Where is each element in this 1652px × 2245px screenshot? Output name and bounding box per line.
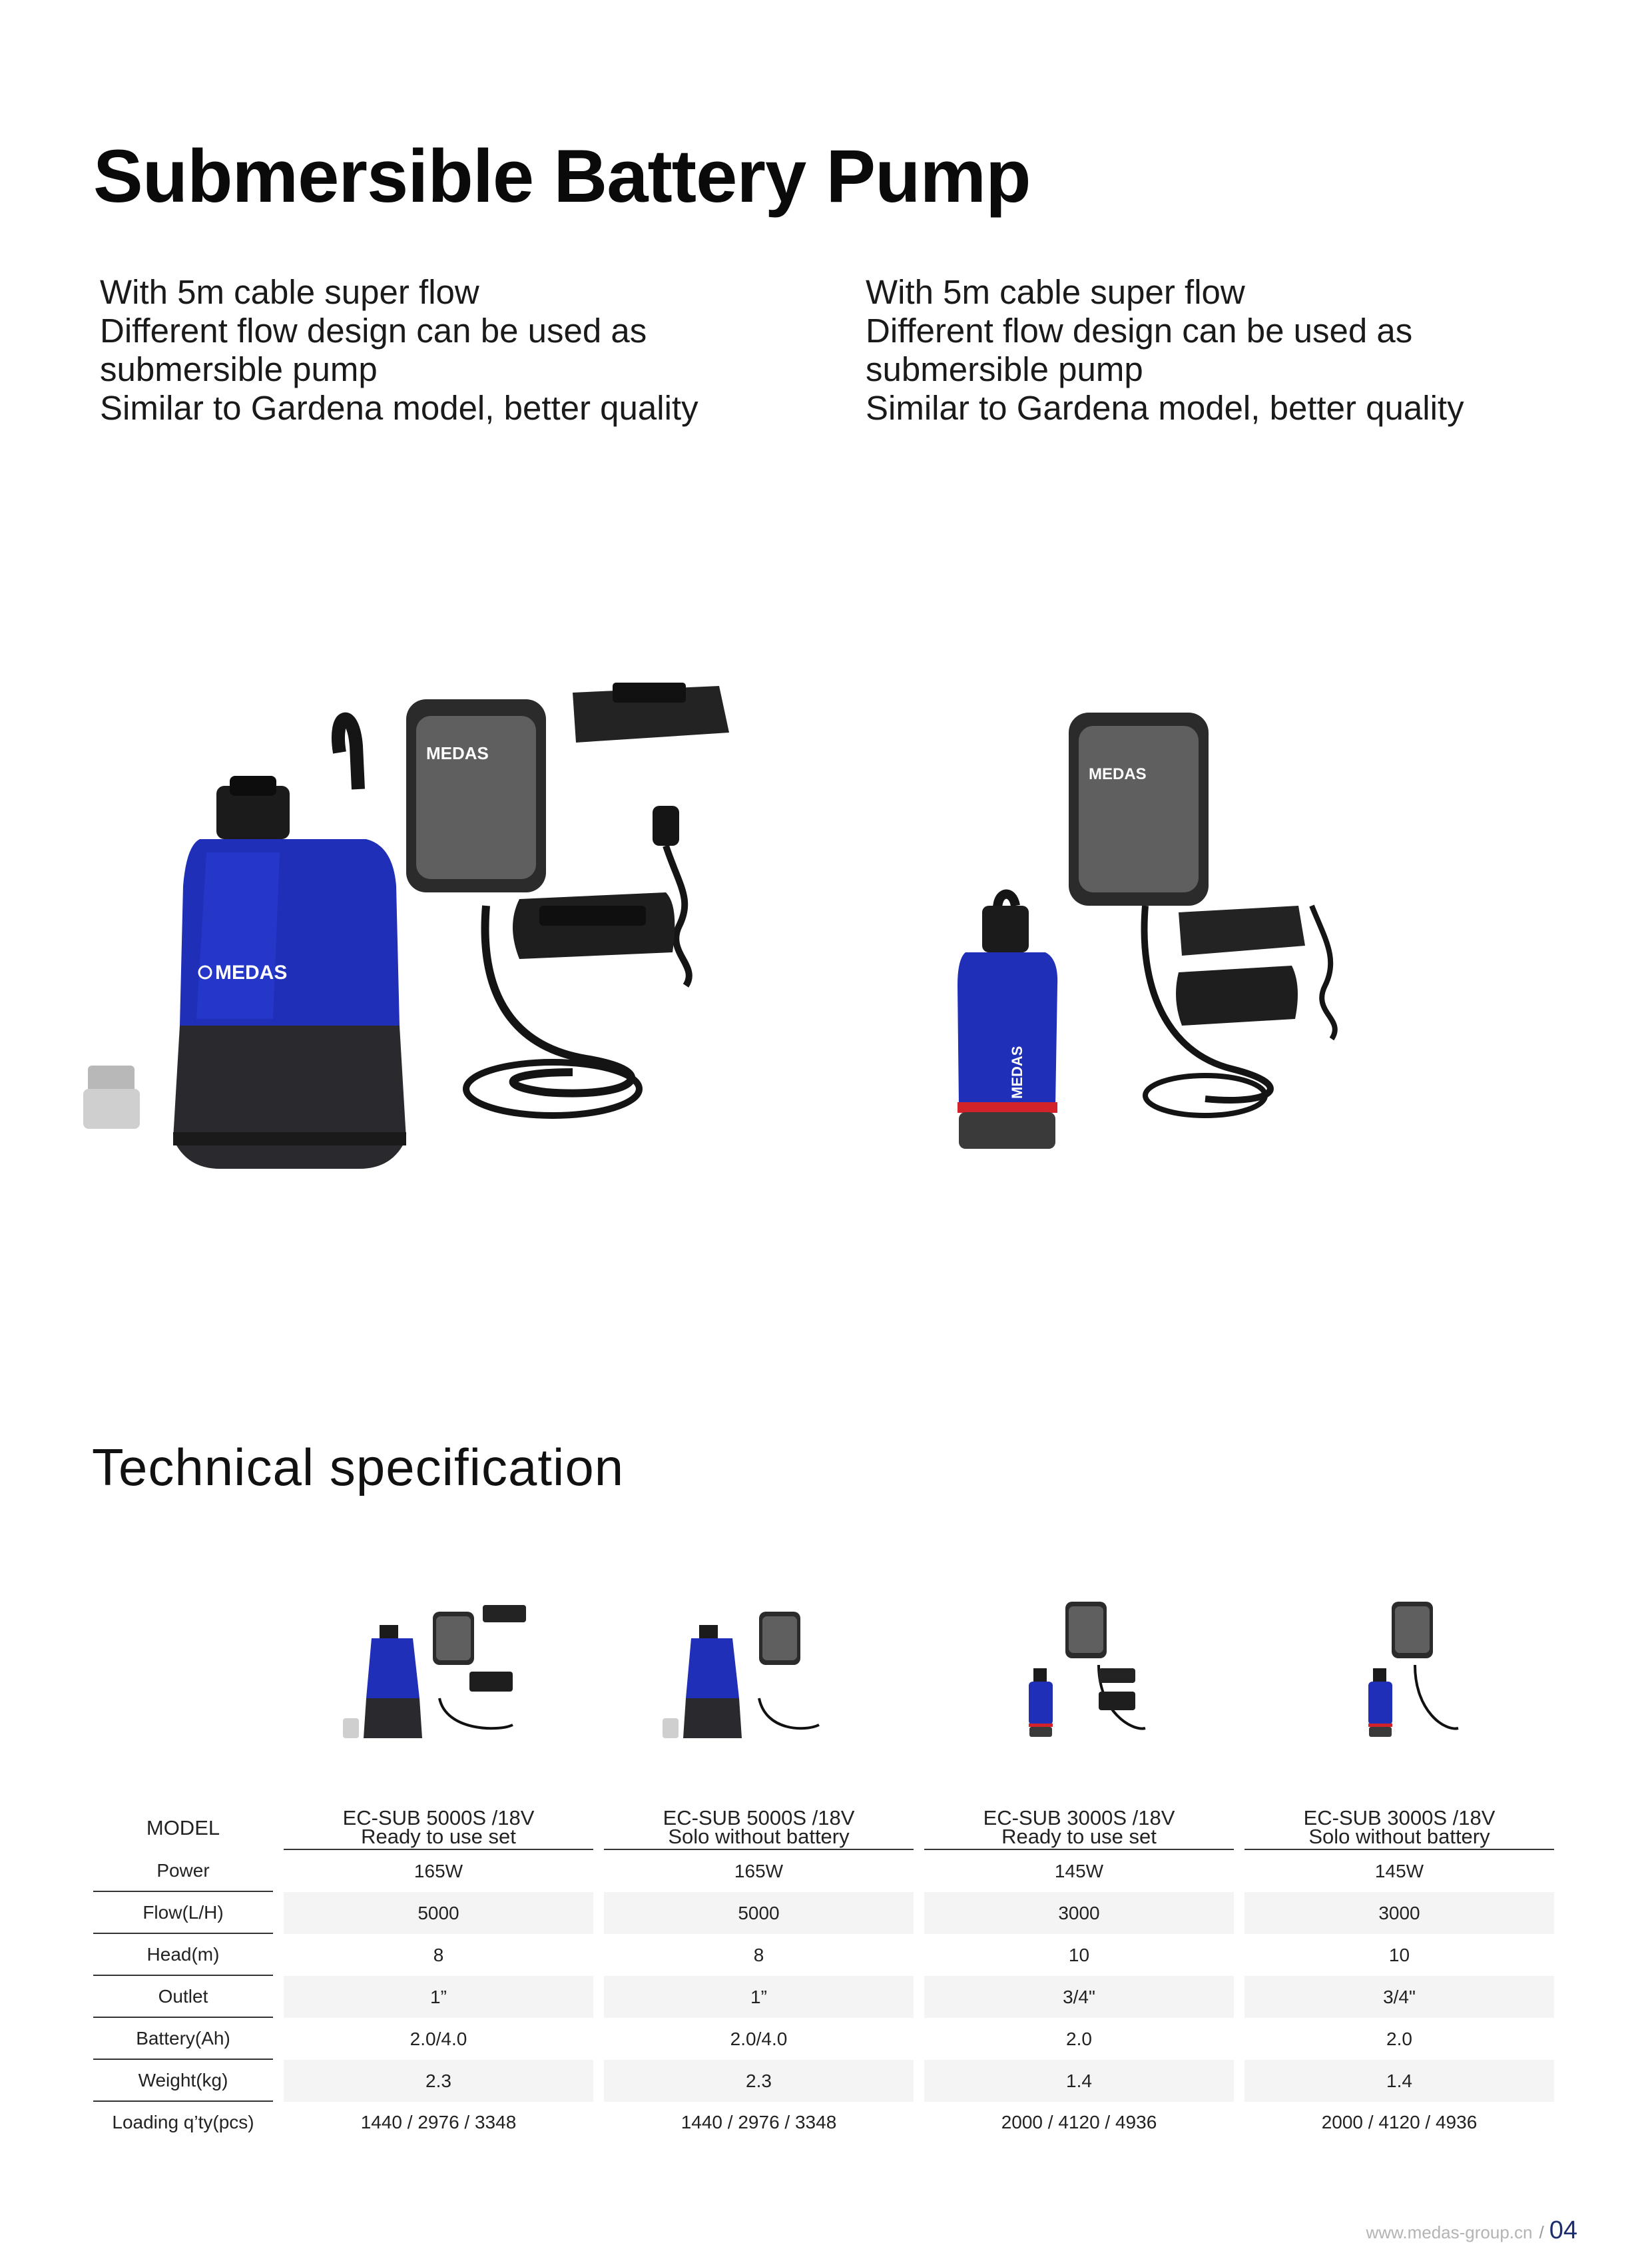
spec-cell: 5000 — [604, 1892, 914, 1934]
spec-model-cell — [1244, 1806, 1554, 1850]
footer-url: www.medas-group.cn — [1366, 2222, 1533, 2242]
spec-row — [93, 2102, 1554, 2142]
thumbnail-5000s-set — [340, 1598, 559, 1745]
model-name: EC-SUB 3000S /18V — [983, 1806, 1175, 1829]
page-footer — [1366, 2216, 1577, 2245]
feature-line: With 5m cable super flow — [866, 273, 1245, 311]
spec-cell: 2.0/4.0 — [730, 2028, 788, 2049]
spec-cell: 145W — [1054, 1860, 1104, 1881]
brand-logo: MEDAS — [1089, 765, 1147, 783]
spec-row-label: Power — [93, 1850, 273, 1892]
model-name: EC-SUB 3000S /18V — [1303, 1806, 1496, 1829]
footer-separator: / — [1539, 2222, 1544, 2242]
spec-cell: 3000 — [924, 1892, 1234, 1934]
spec-model-cell — [924, 1806, 1234, 1850]
spec-cell: 10 — [1068, 1944, 1090, 1965]
spec-row — [93, 1850, 1554, 1892]
spec-cell: 1440 / 2976 / 3348 — [360, 2111, 517, 2132]
thumbnail-3000s-solo — [1358, 1598, 1478, 1752]
spec-cell: 3/4" — [1244, 1976, 1554, 2018]
product-image-5000s — [80, 673, 819, 1179]
feature-line: Similar to Gardena model, better quality — [866, 389, 1464, 427]
model-name: EC-SUB 5000S /18V — [342, 1806, 535, 1829]
spec-row — [93, 2018, 1554, 2060]
model-variant: Ready to use set — [361, 1825, 516, 1848]
spec-cell: 3/4" — [924, 1976, 1234, 2018]
spec-row — [93, 1892, 1554, 1934]
brand-logo: MEDAS — [215, 962, 288, 984]
spec-cell: 2000 / 4120 / 4936 — [1321, 2111, 1478, 2132]
spec-model-label: MODEL — [146, 1816, 220, 1839]
page-title: Submersible Battery Pump — [93, 135, 1031, 218]
spec-cell: 8 — [433, 1944, 444, 1965]
feature-line: Different flow design can be used as — [866, 312, 1413, 350]
thumbnail-3000s-set — [1025, 1598, 1172, 1752]
spec-row-label: Battery(Ah) — [93, 2018, 273, 2060]
feature-list-right — [866, 273, 1464, 428]
spec-row-label: Weight(kg) — [93, 2060, 273, 2102]
spec-cell: 165W — [734, 1860, 784, 1881]
model-variant: Solo without battery — [668, 1825, 850, 1848]
model-name: EC-SUB 5000S /18V — [663, 1806, 855, 1829]
feature-line: submersible pump — [866, 350, 1143, 388]
spec-row — [93, 2060, 1554, 2102]
spec-cell: 10 — [1388, 1944, 1410, 1965]
spec-cell: 2.3 — [284, 2060, 593, 2102]
spec-cell: 2.0 — [1386, 2028, 1412, 2049]
spec-row-label: Head(m) — [93, 1934, 273, 1976]
spec-cell: 8 — [753, 1944, 764, 1965]
spec-cell: 2000 / 4120 / 4936 — [1001, 2111, 1157, 2132]
spec-row-label: Loading q’ty(pcs) — [112, 2111, 254, 2132]
spec-cell: 165W — [413, 1860, 463, 1881]
spec-model-cell — [284, 1806, 593, 1850]
spec-cell: 2.0/4.0 — [410, 2028, 467, 2049]
feature-line: submersible pump — [100, 350, 378, 388]
spec-row — [93, 1976, 1554, 2018]
spec-row — [93, 1934, 1554, 1976]
feature-list-left — [100, 273, 698, 428]
section-title: Technical specification — [92, 1438, 625, 1496]
spec-cell: 5000 — [284, 1892, 593, 1934]
spec-cell: 3000 — [1244, 1892, 1554, 1934]
spec-row-label: Outlet — [93, 1976, 273, 2018]
model-variant: Solo without battery — [1308, 1825, 1490, 1848]
spec-row-label: Flow(L/H) — [93, 1892, 273, 1934]
spec-cell: 2.0 — [1066, 2028, 1092, 2049]
spec-table — [93, 1806, 1554, 2142]
spec-cell: 1.4 — [924, 2060, 1234, 2102]
spec-model-cell — [604, 1806, 914, 1850]
feature-line: Different flow design can be used as — [100, 312, 647, 350]
brand-logo: MEDAS — [426, 743, 489, 763]
model-variant: Ready to use set — [1001, 1825, 1157, 1848]
spec-cell: 1” — [604, 1976, 914, 2018]
spec-header-row — [93, 1806, 1554, 1850]
brand-logo: MEDAS — [1009, 1046, 1025, 1099]
spec-cell: 1440 / 2976 / 3348 — [681, 2111, 837, 2132]
spec-cell: 145W — [1374, 1860, 1424, 1881]
spec-cell: 2.3 — [604, 2060, 914, 2102]
spec-cell: 1” — [284, 1976, 593, 2018]
feature-line: With 5m cable super flow — [100, 273, 479, 311]
feature-line: Similar to Gardena model, better quality — [100, 389, 698, 427]
spec-cell: 1.4 — [1244, 2060, 1554, 2102]
product-image-3000s — [952, 706, 1385, 1159]
thumbnail-5000s-solo — [659, 1598, 832, 1745]
page-number: 04 — [1549, 2216, 1577, 2244]
